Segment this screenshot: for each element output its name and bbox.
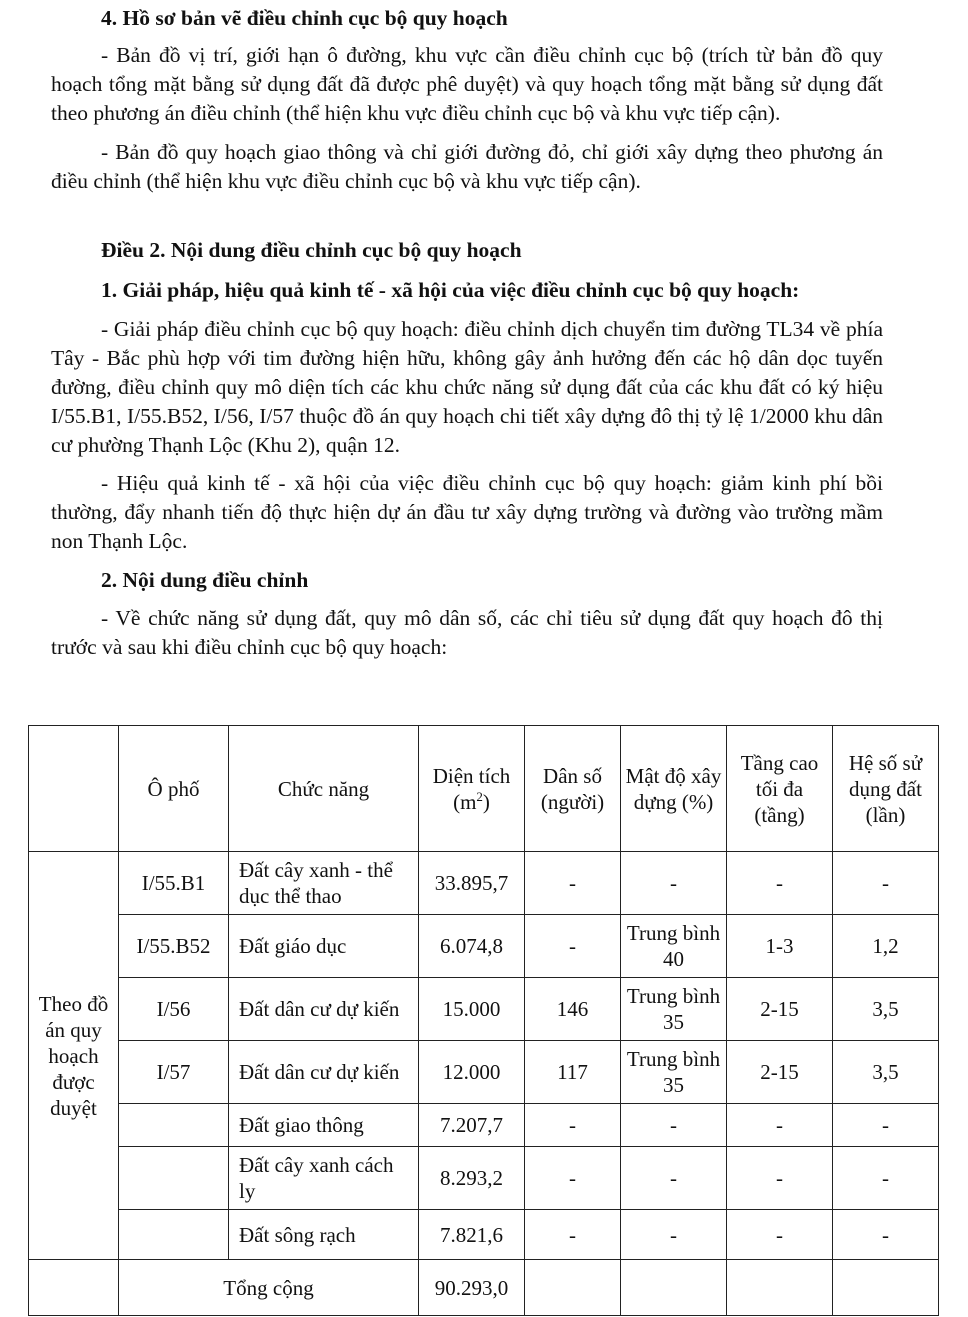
cell-tang-cao: - [727, 1210, 833, 1260]
cell-o-pho: I/56 [119, 978, 229, 1041]
header-dan-so: Dân số (người) [525, 726, 621, 852]
subsection-2-heading: 2. Nội dung điều chỉnh [101, 568, 309, 592]
total-label: Tổng cộng [119, 1260, 419, 1316]
cell-chuc-nang: Đất cây xanh cách ly [229, 1147, 419, 1210]
cell-o-pho: I/55.B1 [119, 852, 229, 915]
header-dien-tich [419, 726, 525, 852]
cell-chuc-nang: Đất giao thông [229, 1104, 419, 1147]
cell-mat-do: Trung bình 40 [621, 915, 727, 978]
total-blank-mat-do [621, 1260, 727, 1316]
header-he-so: Hệ số sử dụng đất (lần) [833, 726, 939, 852]
table-row [29, 978, 939, 1041]
section-4-heading: 4. Hồ sơ bản vẽ điều chỉnh cục bộ quy hoạch [101, 6, 508, 30]
group-label: Theo đồ án quy hoạch được duyệt [29, 852, 119, 1260]
section-4 [51, 4, 883, 196]
cell-o-pho [119, 1147, 229, 1210]
total-blank-he-so [833, 1260, 939, 1316]
subsection-2-paragraph-1: - Về chức năng sử dụng đất, quy mô dân số, các chỉ tiêu sử dụng đất quy hoạch đô thị trước và sau khi điều chỉnh cục bộ quy hoạch: [51, 606, 883, 659]
header-chuc-nang: Chức năng [229, 726, 419, 852]
cell-tang-cao: 2-15 [727, 978, 833, 1041]
section-4-paragraph-1: - Bản đồ vị trí, giới hạn ô đường, khu vực cần điều chỉnh cục bộ (trích từ bản đồ quy hoạch tổng mặt bằng sử dụng đất đã được phê duyệt) và quy hoạch tổng mặt bằng sử dụng đất theo phương án điều chỉnh (thể hiện khu vực điều chỉnh cục bộ và khu vực tiếp cận). [51, 43, 883, 125]
total-blank-dan-so [525, 1260, 621, 1316]
table-row [29, 1147, 939, 1210]
cell-chuc-nang: Đất dân cư dự kiến [229, 978, 419, 1041]
cell-mat-do: Trung bình 35 [621, 1041, 727, 1104]
cell-dien-tich: 33.895,7 [419, 852, 525, 915]
table-row [29, 1041, 939, 1104]
cell-o-pho [119, 1104, 229, 1147]
cell-dan-so: - [525, 1210, 621, 1260]
cell-dan-so: - [525, 852, 621, 915]
total-dien-tich: 90.293,0 [419, 1260, 525, 1316]
header-dien-tich-close: ) [482, 789, 490, 814]
header-o-pho: Ô phố [119, 726, 229, 852]
cell-o-pho: I/57 [119, 1041, 229, 1104]
header-dien-tich-sup: 2 [476, 788, 483, 804]
subsection-1-heading: 1. Giải pháp, hiệu quả kinh tế - xã hội của việc điều chỉnh cục bộ quy hoạch: [101, 278, 800, 302]
cell-he-so: 3,5 [833, 1041, 939, 1104]
cell-dien-tich: 7.207,7 [419, 1104, 525, 1147]
table-row [29, 1210, 939, 1260]
cell-he-so: 1,2 [833, 915, 939, 978]
cell-mat-do: - [621, 1210, 727, 1260]
cell-dien-tich: 15.000 [419, 978, 525, 1041]
cell-dien-tich: 6.074,8 [419, 915, 525, 978]
cell-dan-so: 117 [525, 1041, 621, 1104]
table-row [29, 915, 939, 978]
header-tang-cao: Tầng cao tối đa (tầng) [727, 726, 833, 852]
cell-dan-so: - [525, 1147, 621, 1210]
cell-dien-tich: 7.821,6 [419, 1210, 525, 1260]
article-2 [51, 236, 883, 662]
cell-chuc-nang: Đất dân cư dự kiến [229, 1041, 419, 1104]
cell-dan-so: - [525, 915, 621, 978]
cell-o-pho [119, 1210, 229, 1260]
cell-tang-cao: 1-3 [727, 915, 833, 978]
cell-he-so: - [833, 1104, 939, 1147]
planning-indicators-table [28, 725, 939, 1316]
header-group-blank [29, 726, 119, 852]
cell-tang-cao: - [727, 1104, 833, 1147]
cell-dan-so: - [525, 1104, 621, 1147]
cell-he-so: - [833, 1147, 939, 1210]
section-4-paragraph-2: - Bản đồ quy hoạch giao thông và chỉ giới đường đỏ, chỉ giới xây dựng theo phương án điều chỉnh (thể hiện khu vực điều chỉnh cục bộ và khu vực tiếp cận). [51, 140, 883, 193]
total-blank [29, 1260, 119, 1316]
table-header-row [29, 726, 939, 852]
subsection-1-paragraph-2: - Hiệu quả kinh tế - xã hội của việc điều chỉnh cục bộ quy hoạch: giảm kinh phí bồi thường, đẩy nhanh tiến độ thực hiện dự án đầu tư xây dựng trường và đường vào trường mầm non Thạnh Lộc. [51, 471, 883, 553]
subsection-1-paragraph-1: - Giải pháp điều chỉnh cục bộ quy hoạch: điều chỉnh dịch chuyển tim đường TL34 về phía Tây - Bắc phù hợp với tim đường hiện hữu, không gây ảnh hưởng đến các hộ dân dọc tuyến đường, điều chỉnh quy mô diện tích các khu chức năng sử dụng đất của các khu đất có ký hiệu I/55.B1, I/55.B52, I/56, I/57 thuộc đồ án quy hoạch chi tiết xây dựng đô thị tỷ lệ 1/2000 khu dân cư phường Thạnh Lộc (Khu 2), quận 12. [51, 317, 883, 457]
table-row [29, 852, 939, 915]
article-2-heading: Điều 2. Nội dung điều chỉnh cục bộ quy hoạch [101, 238, 522, 262]
cell-o-pho: I/55.B52 [119, 915, 229, 978]
cell-he-so: 3,5 [833, 978, 939, 1041]
cell-he-so: - [833, 852, 939, 915]
cell-tang-cao: 2-15 [727, 1041, 833, 1104]
table-total-row [29, 1260, 939, 1316]
cell-tang-cao: - [727, 1147, 833, 1210]
cell-chuc-nang: Đất cây xanh - thể dục thể thao [229, 852, 419, 915]
cell-tang-cao: - [727, 852, 833, 915]
cell-dien-tich: 12.000 [419, 1041, 525, 1104]
cell-mat-do: - [621, 1104, 727, 1147]
cell-chuc-nang: Đất sông rạch [229, 1210, 419, 1260]
total-blank-tang-cao [727, 1260, 833, 1316]
cell-dan-so: 146 [525, 978, 621, 1041]
header-dien-tich-text: Diện tích (m [432, 763, 511, 814]
cell-mat-do: - [621, 852, 727, 915]
cell-mat-do: Trung bình 35 [621, 978, 727, 1041]
cell-he-so: - [833, 1210, 939, 1260]
cell-mat-do: - [621, 1147, 727, 1210]
table-row [29, 1104, 939, 1147]
header-mat-do: Mật độ xây dựng (%) [621, 726, 727, 852]
cell-chuc-nang: Đất giáo dục [229, 915, 419, 978]
cell-dien-tich: 8.293,2 [419, 1147, 525, 1210]
